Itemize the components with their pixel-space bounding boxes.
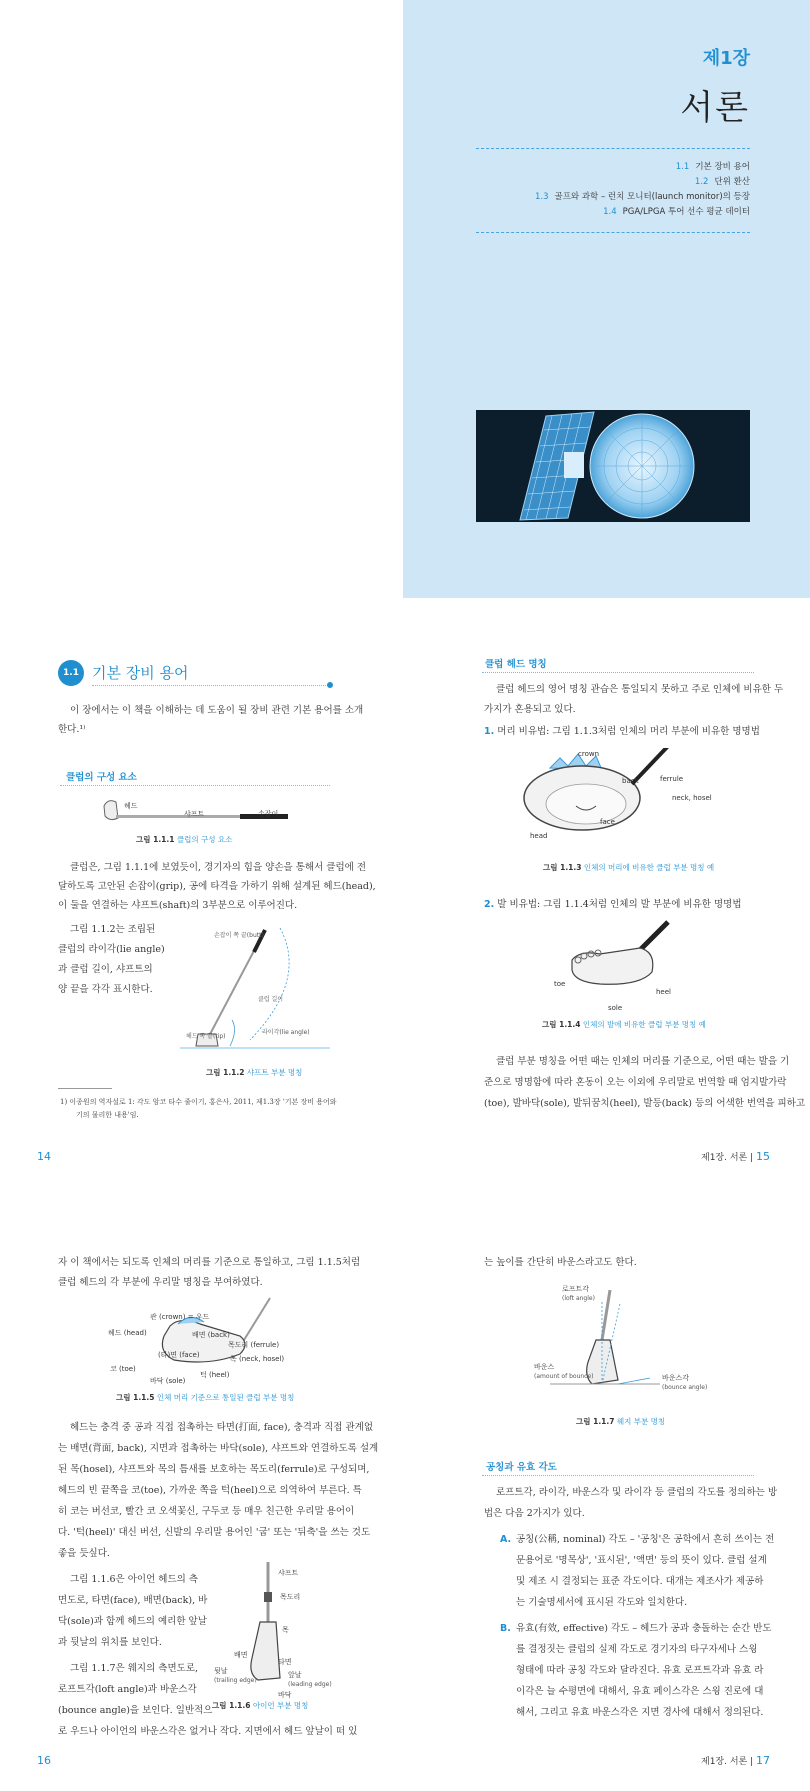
running-footer: 제1장. 서론 | 17	[701, 1754, 770, 1767]
paragraph-line: 면도로, 타면(face), 배면(back), 바	[58, 1595, 208, 1606]
label-sole: 바닥 (sole)	[150, 1377, 186, 1385]
paragraph-line: 과 뒷날의 위치를 보인다.	[58, 1637, 162, 1648]
paragraph-line: 그림 1.1.6은 아이언 헤드의 측	[70, 1574, 199, 1585]
label-lie-angle: 라이각(lie angle)	[262, 1029, 310, 1036]
paragraph-line: 및 제조 시 결정되는 표준 각도이다. 대개는 제조사가 제공하	[516, 1576, 764, 1587]
label-loft-angle: 로프트각 (loft angle)	[562, 1285, 595, 1302]
paragraph-line: 해서, 그리고 유효 바운스각은 지면 경사에 대해서 정의된다.	[516, 1707, 764, 1718]
label-head: 헤드 (head)	[108, 1329, 147, 1337]
label-back: 배면	[234, 1651, 248, 1659]
chapter-toc	[535, 160, 750, 220]
subsection-title: 클럽 헤드 명칭	[485, 659, 547, 670]
label-shaft: 샤프트	[184, 810, 205, 818]
label-back: back	[622, 777, 639, 785]
label-head: 헤드	[124, 802, 138, 810]
paragraph-line: 헤드는 충격 중 공과 직접 접촉하는 타면(打面, face), 충격과 직접 관계없	[70, 1422, 374, 1433]
label-trailing-edge: 뒷날 (trailing edge)	[214, 1667, 257, 1684]
paragraph-line: 과 클럽 길이, 샤프트의	[58, 964, 153, 975]
chapter-title: 서론	[680, 88, 750, 128]
paragraph-line: 자 이 책에서는 되도록 인체의 머리를 기준으로 통일하고, 그림 1.1.5처럼	[58, 1257, 361, 1268]
label-heel: 턱 (heel)	[200, 1371, 230, 1379]
label-head: head	[530, 832, 548, 840]
label-toe: toe	[554, 980, 566, 988]
subsection-title: 공칭과 유효 각도	[486, 1462, 557, 1473]
paragraph-line: 클럽 헤드의 영어 명칭 관습은 통일되지 못하고 주로 인체에 비유한 두	[496, 684, 784, 695]
subsection-rule	[482, 672, 754, 673]
label-ferrule: ferrule	[660, 775, 684, 783]
paragraph-line: 그림 1.1.7은 웨지의 측면도로,	[70, 1663, 199, 1674]
label-bounce: 바운스 (amount of bounce)	[534, 1363, 594, 1380]
paragraph-line: 클럽은, 그림 1.1.1에 보였듯이, 경기자의 힘을 양손을 통해서 클럽에 전	[70, 862, 366, 873]
paragraph-line: 닥(sole)과 함께 헤드의 예리한 앞날	[58, 1616, 207, 1627]
paragraph-line: 유효(有效, effective) 각도 – 헤드가 공과 충돌하는 순간 반도	[516, 1623, 772, 1634]
section-rule-dot	[327, 682, 333, 688]
paragraph-line: 클럽 헤드의 각 부분에 우리말 명칭을 부여하였다.	[58, 1277, 263, 1288]
paragraph-line: 히 코는 버선코, 빨간 코 오색꽃신, 구두코 등 매우 친근한 우리말 용어이	[58, 1506, 355, 1517]
label-ferrule: 목도리 (ferrule)	[228, 1341, 280, 1349]
page-number: 14	[37, 1150, 51, 1163]
label-toe: 코 (toe)	[110, 1365, 136, 1373]
toc-item[interactable]: 1.2 단위 환산	[694, 177, 750, 187]
label-leading-edge: 앞날 (leading edge)	[288, 1671, 332, 1688]
chapter-illustration	[476, 410, 750, 522]
label-bounce-angle: 바운스각 (bounce angle)	[662, 1374, 708, 1391]
figure-caption: 그림 1.1.2 샤프트 부분 명칭	[206, 1068, 303, 1077]
section-title: 기본 장비 용어	[92, 664, 189, 682]
footnote: 기의 물리한 내용'임.	[76, 1111, 139, 1119]
label-shaft: 샤프트	[278, 1569, 299, 1577]
paragraph-line: 좋을 듯싶다.	[58, 1548, 110, 1559]
paragraph-line: 형태에 따라 공칭 각도와 달라진다. 유효 로프트각과 유효 라	[516, 1665, 764, 1676]
subsection-rule	[60, 785, 330, 786]
subsection-rule	[482, 1475, 754, 1476]
paragraph-line: 로 우드나 아이언의 바운스각은 없거나 작다. 지면에서 헤드 앞날이 떠 있	[58, 1726, 358, 1737]
paragraph-line: 를 결정짓는 클럽의 실제 각도로 경기자의 타구자세나 스윙	[516, 1644, 758, 1655]
list-label: B.	[500, 1623, 511, 1634]
label-face: (타)면 (face)	[158, 1351, 200, 1359]
paragraph-line: (toe), 발바닥(sole), 발뒤꿈치(heel), 발등(back) 등의 어색한 번역을 피하고	[484, 1098, 806, 1109]
label-crown: crown	[578, 750, 600, 758]
paragraph-line: 준으로 명명함에 따라 혼동이 오는 이외에 우리말로 번역할 때 엄지발가락	[484, 1077, 787, 1088]
subsection-title: 클럽의 구성 요소	[66, 772, 137, 783]
label-grip: 손잡이	[258, 810, 279, 818]
paragraph-line: 는 배면(背面, back), 지면과 접촉하는 바닥(sole), 샤프트와 연결하도록 설계	[58, 1443, 379, 1454]
paragraph-line: 이 장에서는 이 책을 이해하는 데 도움이 될 장비 관련 기본 용어를 소개	[70, 705, 364, 716]
toc-item[interactable]: 1.3 골프와 과학 – 런치 모니터(launch monitor)의 등장	[534, 192, 750, 202]
list-label: A.	[500, 1534, 512, 1545]
figure-caption: 그림 1.1.1 클럽의 구성 요소	[136, 835, 233, 844]
divider-top	[476, 148, 750, 149]
paragraph-line: 이 둘을 연결하는 샤프트(shaft)의 3부분으로 이루어진다.	[58, 900, 298, 911]
paragraph-line: 양 끝을 각각 표시한다.	[58, 984, 153, 995]
list-item: 1. 머리 비유법: 그림 1.1.3처럼 인체의 머리 부분에 비유한 명명법	[484, 726, 760, 737]
label-club-length: 클럽 길이	[258, 996, 284, 1003]
figure-caption: 그림 1.1.5 인체 머리 기준으로 통일된 클럽 부분 명칭	[116, 1393, 295, 1402]
paragraph-line: 이각은 늘 수평면에 대해서, 유효 페이스각은 스윙 진로에 대	[516, 1686, 764, 1697]
label-face: face	[600, 818, 615, 826]
figure-caption: 그림 1.1.6 아이언 부분 명칭	[212, 1701, 309, 1710]
label-neck: 목 (neck, hosel)	[230, 1355, 285, 1363]
section-rule	[92, 685, 330, 686]
footnote: 1) 이종원의 역자설로 1: 각도 암코 타수 줄이기, 홍은사, 2011, 제1.3장 '기본 장비 용어와	[60, 1098, 337, 1106]
page-number: 16	[37, 1754, 51, 1767]
paragraph-line: 법은 다음 2가지가 있다.	[484, 1508, 585, 1519]
paragraph-line: 그림 1.1.2는 조립된	[70, 924, 156, 935]
paragraph-line: 클럽의 라이각(lie angle)	[58, 944, 165, 955]
label-tip: 헤드 쪽 끝(tip)	[186, 1033, 226, 1040]
figure-caption: 그림 1.1.4 인체의 발에 비유한 클럽 부분 명칭 예	[542, 1020, 706, 1029]
label-back: 배면 (back)	[192, 1331, 230, 1339]
paragraph-line: 문용어로 '명목상', '표시된', '액면' 등의 뜻이 있다. 클럽 설계	[516, 1555, 767, 1566]
label-crown: 관 (crown) = 우드	[150, 1313, 210, 1321]
paragraph-line: 다. '턱(heel)' 대신 버선, 신발의 우리말 용어인 '굽' 또는 '뒤축'을 쓰는 것도	[58, 1527, 371, 1538]
paragraph-line: 클럽 부분 명칭을 어떤 때는 인체의 머리를 기준으로, 어떤 때는 발을 기	[496, 1056, 790, 1067]
section-number-badge: 1.1	[58, 660, 84, 686]
divider-bottom	[476, 232, 750, 233]
figure-caption: 그림 1.1.3 인체의 머리에 비유한 클럽 부분 명칭 예	[543, 863, 715, 872]
figure-caption: 그림 1.1.7 웨지 부분 명칭	[576, 1417, 666, 1426]
toc-item[interactable]: 1.1 기본 장비 용어	[675, 162, 750, 172]
label-ferrule: 목도리	[280, 1593, 301, 1601]
paragraph-line: 는 높이를 간단히 바운스라고도 한다.	[484, 1257, 637, 1268]
footnote-rule	[58, 1088, 112, 1089]
chapter-number: 제1장	[702, 48, 750, 69]
paragraph-line: 로프트각, 라이각, 바운스각 및 라이각 등 클럽의 각도를 정의하는 방	[496, 1487, 777, 1498]
paragraph-line: 헤드의 빈 끝쪽을 코(toe), 가까운 쪽을 턱(heel)으로 의역하여 부른다. 특	[58, 1485, 362, 1496]
label-heel: heel	[656, 988, 671, 996]
paragraph-line: 달하도록 고안된 손잡이(grip), 공에 타격을 가하기 위해 설계된 헤드(head),	[58, 881, 376, 892]
label-sole: 바닥	[278, 1691, 292, 1699]
paragraph-line: 공칭(公稱, nominal) 각도 – '공칭'은 공학에서 흔히 쓰이는 전	[516, 1534, 775, 1545]
paragraph-line: 가지가 혼용되고 있다.	[484, 704, 576, 715]
running-footer: 제1장. 서론 | 15	[701, 1150, 770, 1163]
paragraph-line: 로프트각(loft angle)과 바운스각	[58, 1684, 197, 1695]
paragraph-line: 된 목(hosel), 샤프트와 목의 틈새를 보호하는 목도리(ferrule)로 구성되며,	[58, 1464, 370, 1475]
paragraph-line: (bounce angle)을 보인다. 일반적으	[58, 1705, 213, 1716]
label-face: 타면	[278, 1658, 292, 1666]
label-butt: 손잡이 쪽 끝(butt)	[214, 932, 264, 939]
label-neck: neck, hosel	[672, 794, 712, 802]
list-item: 2. 발 비유법: 그림 1.1.4처럼 인체의 발 부분에 비유한 명명법	[484, 899, 742, 910]
label-sole: sole	[608, 1004, 623, 1012]
paragraph-line: 는 기술명세서에 표시된 각도와 일치한다.	[516, 1597, 688, 1608]
paragraph-line: 한다.¹⁾	[58, 724, 86, 735]
toc-item[interactable]: 1.4 PGA/LPGA 투어 선수 평균 데이터	[603, 207, 750, 217]
label-neck: 목	[282, 1626, 289, 1634]
